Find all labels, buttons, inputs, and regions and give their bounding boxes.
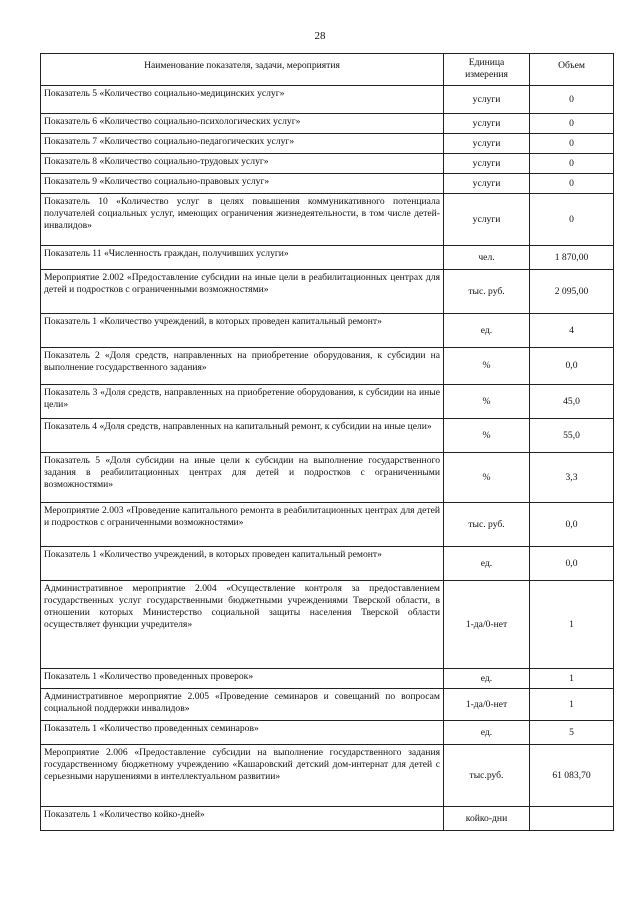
row-value: 3,3 [530,453,614,503]
row-value: 0 [530,174,614,194]
table-row [41,807,614,831]
row-name: Показатель 1 «Количество учреждений, в которых проведен капитальный ремонт» [41,547,444,581]
row-name: Показатель 5 «Доля субсидии на иные цели к субсидии на выполнение государственного задания в реабилитационных центрах для детей и подростков с ограниченными возможностями» [41,453,444,503]
row-unit: % [444,385,530,419]
header-volume: Объем [530,54,614,86]
row-name: Показатель 1 «Количество койко-дней» [41,807,444,831]
row-name: Показатель 8 «Количество социально-трудовых услуг» [41,154,444,174]
row-value: 1 [530,669,614,689]
table-row [41,453,614,503]
row-unit: услуги [444,114,530,134]
row-name: Показатель 5 «Количество социально-медицинских услуг» [41,86,444,114]
row-name: Показатель 1 «Количество учреждений, в которых проведен капитальный ремонт» [41,314,444,348]
row-value [530,807,614,831]
row-value: 2 095,00 [530,270,614,314]
row-unit: услуги [444,134,530,154]
row-unit: тыс. руб. [444,503,530,547]
row-value: 0,0 [530,348,614,385]
row-unit: услуги [444,194,530,246]
row-unit: койко-дни [444,807,530,831]
table-row [41,86,614,114]
table-row [41,154,614,174]
row-name: Показатель 10 «Количество услуг в целях повышения коммуникативного потенциала получателей социальных услуг, имеющих ограничения жизнедеятельности, в том числе детей-инвалидов» [41,194,444,246]
table-row [41,581,614,669]
table-row [41,745,614,807]
row-unit: услуги [444,174,530,194]
row-value: 55,0 [530,419,614,453]
table-row [41,348,614,385]
row-unit: чел. [444,246,530,270]
row-name: Административное мероприятие 2.004 «Осуществление контроля за предоставлением государственных услуг государственными бюджетными учреждениями Тверской области, в отношении которых Министерство социальной защиты населения Тверской области осуществляет функции учредителя» [41,581,444,669]
row-unit: ед. [444,314,530,348]
row-value: 0,0 [530,503,614,547]
table-row [41,419,614,453]
row-value: 1 [530,581,614,669]
table-row [41,246,614,270]
row-unit: % [444,348,530,385]
row-unit: услуги [444,86,530,114]
row-name: Показатель 11 «Численность граждан, получивших услуги» [41,246,444,270]
row-value: 0 [530,134,614,154]
row-unit: услуги [444,154,530,174]
table-row [41,669,614,689]
row-name: Мероприятие 2.003 «Проведение капитального ремонта в реабилитационных центрах для детей и подростков с ограниченными возможностями» [41,503,444,547]
row-name: Показатель 7 «Количество социально-педагогических услуг» [41,134,444,154]
row-name: Показатель 2 «Доля средств, направленных на приобретение оборудования, к субсидии на выполнение государственного задания» [41,348,444,385]
header-name: Наименование показателя, задачи, мероприятия [41,54,444,86]
row-unit: 1-да/0-нет [444,689,530,721]
table-row [41,503,614,547]
row-unit: % [444,419,530,453]
row-value: 45,0 [530,385,614,419]
table-row [41,174,614,194]
row-value: 61 083,70 [530,745,614,807]
row-name: Показатель 3 «Доля средств, направленных на приобретение оборудования, к субсидии на иные цели» [41,385,444,419]
row-value: 1 870,00 [530,246,614,270]
table-row [41,721,614,745]
table-row [41,114,614,134]
table-row [41,314,614,348]
row-value: 1 [530,689,614,721]
table-row [41,134,614,154]
row-value: 0 [530,86,614,114]
table-row [41,547,614,581]
row-name: Мероприятие 2.002 «Предоставление субсидии на иные цели в реабилитационных центрах для детей и подростков с ограниченными возможностями» [41,270,444,314]
row-value: 0 [530,154,614,174]
row-name: Показатель 1 «Количество проведенных проверок» [41,669,444,689]
table-header-row [41,54,614,86]
row-unit: ед. [444,547,530,581]
row-unit: 1-да/0-нет [444,581,530,669]
row-unit: ед. [444,721,530,745]
table-row [41,385,614,419]
row-value: 0 [530,114,614,134]
row-name: Показатель 1 «Количество проведенных семинаров» [41,721,444,745]
table-row [41,194,614,246]
row-name: Показатель 6 «Количество социально-психологических услуг» [41,114,444,134]
header-unit: Единица измерения [444,54,530,86]
row-unit: тыс.руб. [444,745,530,807]
row-value: 4 [530,314,614,348]
row-value: 5 [530,721,614,745]
row-name: Административное мероприятие 2.005 «Проведение семинаров и совещаний по вопросам социальной поддержки инвалидов» [41,689,444,721]
row-unit: % [444,453,530,503]
indicators-table [40,53,614,831]
table-row [41,270,614,314]
row-unit: тыс. руб. [444,270,530,314]
row-name: Показатель 4 «Доля средств, направленных на капитальный ремонт, к субсидии на иные цели» [41,419,444,453]
row-value: 0,0 [530,547,614,581]
row-name: Показатель 9 «Количество социально-правовых услуг» [41,174,444,194]
row-name: Мероприятие 2.006 «Предоставление субсидии на выполнение государственного задания государственному бюджетному учреждению «Кашаровский детский дом-интернат для детей с серьезными нарушениями в интеллектуальном развитии» [41,745,444,807]
row-unit: ед. [444,669,530,689]
page-number: 28 [314,30,326,42]
row-value: 0 [530,194,614,246]
table-row [41,689,614,721]
